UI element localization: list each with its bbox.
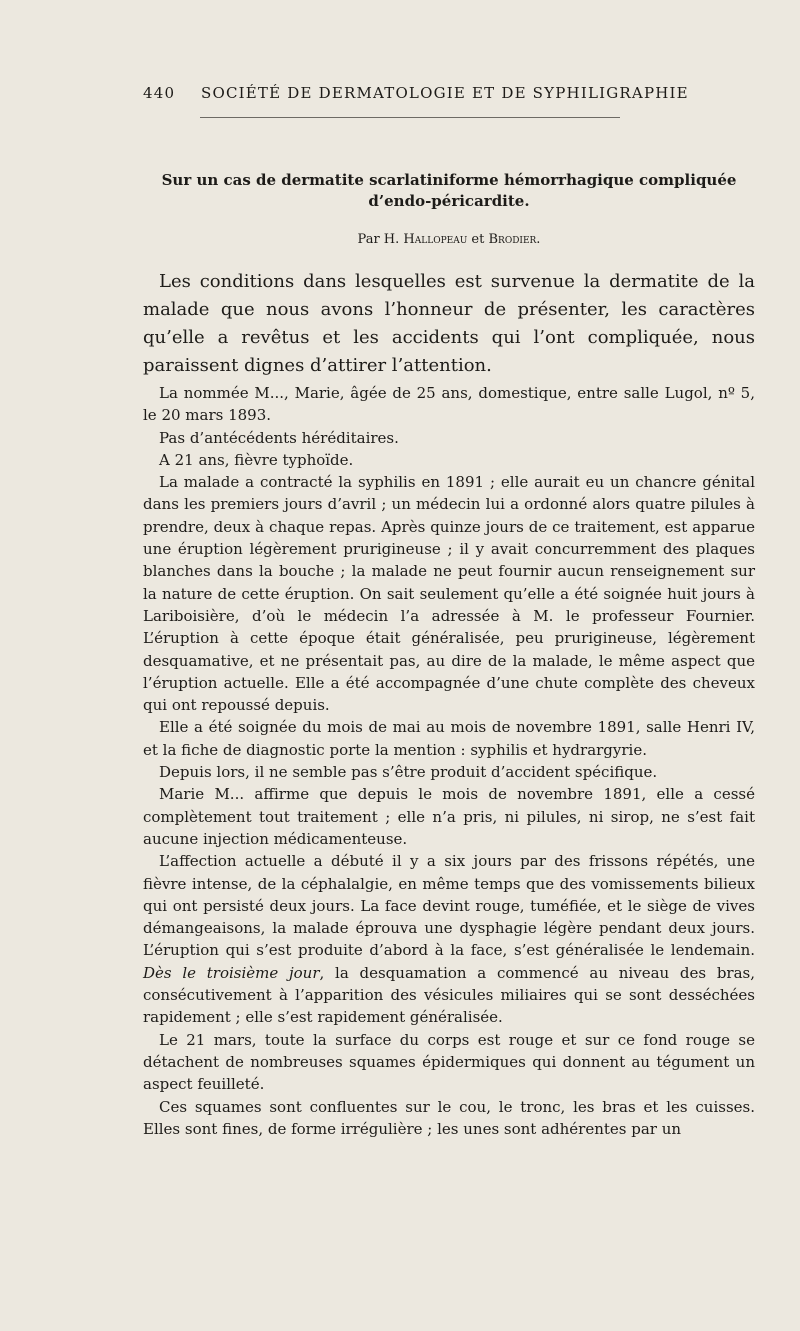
- authors-join: et: [467, 232, 489, 247]
- paragraph-current-onset: [143, 850, 755, 1028]
- author-hallopeau: Hallopeau: [403, 232, 468, 247]
- page-number: 440: [143, 84, 176, 102]
- paragraph-stopped-treatment: Marie M... affirme que depuis le mois de novembre 1891, elle a cessé complètement tout traitement ; elle n’a pris, ni pilules, ni sirop, ne s’est fait aucune injection médicamenteuse.: [143, 785, 755, 848]
- onset-text: L’affection actuelle a débuté il y a six jours par des frissons répétés, une fièvre intense, de la céphalalgie, en même temps que des vomissements bilieux qui ont persisté deux jours. La face devint rouge, tuméfiée, et le siège de vives démangeaisons, la malade éprouva une dysphagie légère pendant deux jours. L’éruption qui s’est produite d’abord à la face, s’est généralisée le lendemain.: [143, 852, 755, 960]
- article-title: Sur un cas de dermatite scarlatiniforme hémorrhagique compliquée d’endo-péricardite.: [161, 171, 737, 210]
- author-brodier: Brodier.: [488, 232, 541, 247]
- running-title: SOCIÉTÉ DE DERMATOLOGIE ET DE SYPHILIGRAPHIE: [201, 84, 689, 102]
- onset-italic: Dès le troisième jour: [143, 963, 320, 982]
- paragraph-squames: Ces squames sont confluentes sur le cou, le tronc, les bras et les cuisses. Elles sont fines, de forme irrégulière ; les unes sont adhérentes par un: [143, 1097, 755, 1138]
- paragraph-typhoid: A 21 ans, fièvre typhoïde.: [159, 450, 354, 469]
- header-rule: [200, 117, 620, 118]
- paragraph-heredity: Pas d’antécédents héréditaires.: [159, 428, 399, 447]
- authors-line: [143, 232, 755, 247]
- paragraph-admission: La nommée M..., Marie, âgée de 25 ans, domestique, entre salle Lugol, nº 5, le 20 mars 1893.: [143, 384, 755, 425]
- paragraph-treatment-1891: Elle a été soignée du mois de mai au mois de novembre 1891, salle Henri IV, et la fiche de diagnostic porte la mention : syphilis et hydrargyrie.: [143, 718, 755, 759]
- paragraph-no-accident: Depuis lors, il ne semble pas s’être produit d’accident spécifique.: [159, 763, 658, 782]
- paragraph-syphilis-history: La malade a contracté la syphilis en 1891 ; elle aurait eu un chancre génital dans les premiers jours d’avril ; un médecin lui a ordonné alors quatre pilules à prendre, deux à chaque repas. Après quinze jours de ce traitement, est apparue une éruption légèrement prurigineuse ; il y avait concurremment des plaques blanches dans la bouche ; la malade ne peut fournir aucun renseignement sur la nature de cette éruption. On sait seulement qu’elle a été soignée huit jours à Lariboisière, d’où le médecin l’a adressée à M. le professeur Fournier. L’éruption à cette époque était généralisée, peu prurigineuse, légèrement desquamative, et ne présentait pas, au dire de la malade, le même aspect que l’éruption actuelle. Elle a été accompagnée d’une chute complète des cheveux qui ont repoussé depuis.: [143, 473, 755, 715]
- onset-tail: , la desquamation a commencé au niveau des bras, consécutivement à l’apparition des vésicules miliaires qui se sont desséchées rapidement ; elle s’est rapidement généralisée.: [143, 963, 756, 1027]
- intro-paragraph: Les conditions dans lesquelles est survenue la dermatite de la malade que nous avons l’honneur de présenter, les caractères qu’elle a revêtus et les accidents qui l’ont compliquée, nous paraissent dignes d’attirer l’attention.: [143, 271, 755, 376]
- paragraph-march-21: Le 21 mars, toute la surface du corps est rouge et sur ce fond rouge se détachent de nombreuses squames épidermiques qui donnent au tégument un aspect feuilleté.: [143, 1030, 755, 1094]
- authors-prefix: Par H.: [357, 232, 404, 247]
- article-body: [143, 382, 755, 1140]
